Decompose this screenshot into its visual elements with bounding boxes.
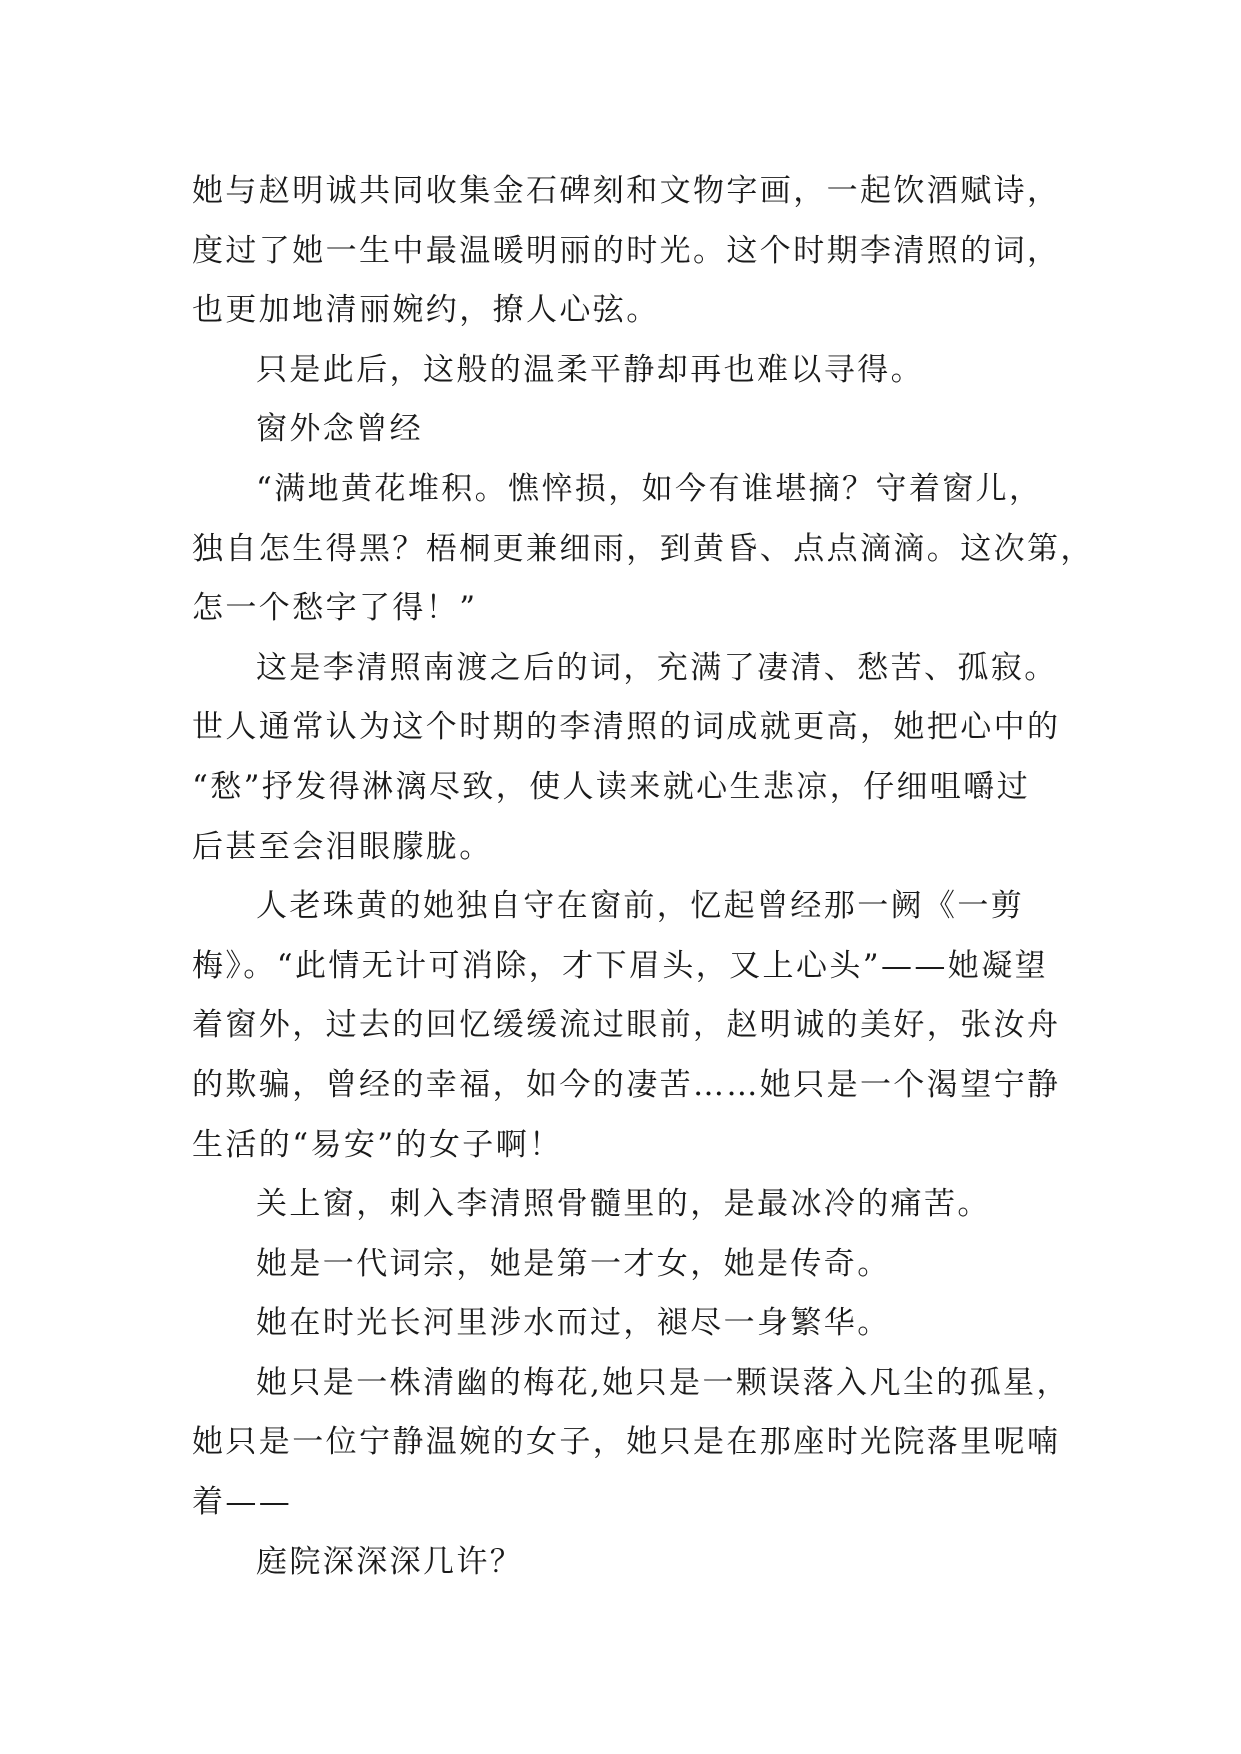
text-line: 生活的“易安”的女子啊！ bbox=[192, 1126, 563, 1163]
text-line: “满地黄花堆积。憔悴损，如今有谁堪摘？守着窗儿， bbox=[256, 470, 1043, 507]
paragraph-6 bbox=[192, 877, 1072, 1175]
paragraph-2 bbox=[192, 341, 1072, 401]
document-body bbox=[192, 162, 1094, 1592]
text-line: 她只是一位宁静温婉的女子，她只是在那座时光院落里呢喃 bbox=[192, 1424, 1061, 1461]
text-line: 她在时光长河里涉水而过，褪尽一身繁华。 bbox=[256, 1305, 891, 1342]
paragraph-7 bbox=[192, 1175, 1072, 1235]
poem-quote bbox=[192, 460, 1094, 639]
paragraph-5 bbox=[192, 639, 1072, 877]
text-line: 着—— bbox=[192, 1484, 293, 1521]
text-line: 只是此后，这般的温柔平静却再也难以寻得。 bbox=[256, 351, 924, 388]
text-line: 后甚至会泪眼朦胧。 bbox=[192, 828, 493, 865]
text-line: 独自怎生得黑？梧桐更兼细雨，到黄昏、点点滴滴。这次第， bbox=[192, 530, 1094, 567]
text-line: 世人通常认为这个时期的李清照的词成就更高，她把心中的 bbox=[192, 709, 1061, 746]
text-line: 她是一代词宗，她是第一才女，她是传奇。 bbox=[256, 1245, 891, 1282]
text-line: 的欺骗，曾经的幸福，如今的凄苦……她只是一个渴望宁静 bbox=[192, 1066, 1061, 1103]
text-line: 庭院深深深几许？ bbox=[256, 1543, 524, 1580]
text-line: 窗外念曾经 bbox=[256, 411, 423, 448]
text-line: “愁”抒发得淋漓尽致，使人读来就心生悲凉，仔细咀嚼过 bbox=[192, 768, 1031, 805]
paragraph-8 bbox=[192, 1235, 1072, 1295]
text-line: 人老珠黄的她独自守在窗前，忆起曾经那一阙《一剪 bbox=[256, 888, 1025, 925]
text-line: 梅》。“此情无计可消除，才下眉头，又上心头”——她凝望 bbox=[192, 947, 1048, 984]
closing-line bbox=[192, 1533, 1072, 1593]
paragraph-9 bbox=[192, 1294, 1072, 1354]
text-line: 她只是一株清幽的梅花,她只是一颗误落入凡尘的孤星， bbox=[256, 1364, 1070, 1401]
section-heading bbox=[192, 400, 1072, 460]
text-line: 着窗外，过去的回忆缓缓流过眼前，赵明诚的美好，张汝舟 bbox=[192, 1007, 1061, 1044]
text-line: 这是李清照南渡之后的词，充满了凄清、愁苦、孤寂。 bbox=[256, 649, 1058, 686]
paragraph-1 bbox=[192, 162, 1072, 341]
text-line: 也更加地清丽婉约，撩人心弦。 bbox=[192, 292, 660, 329]
text-line: 关上窗，刺入李清照骨髓里的，是最冰冷的痛苦。 bbox=[256, 1186, 991, 1223]
text-line: 她与赵明诚共同收集金石碑刻和文物字画，一起饮酒赋诗， bbox=[192, 173, 1061, 209]
paragraph-10 bbox=[192, 1354, 1072, 1533]
text-line: 度过了她一生中最温暖明丽的时光。这个时期李清照的词， bbox=[192, 232, 1061, 269]
text-line: 怎一个愁字了得！” bbox=[192, 590, 478, 627]
